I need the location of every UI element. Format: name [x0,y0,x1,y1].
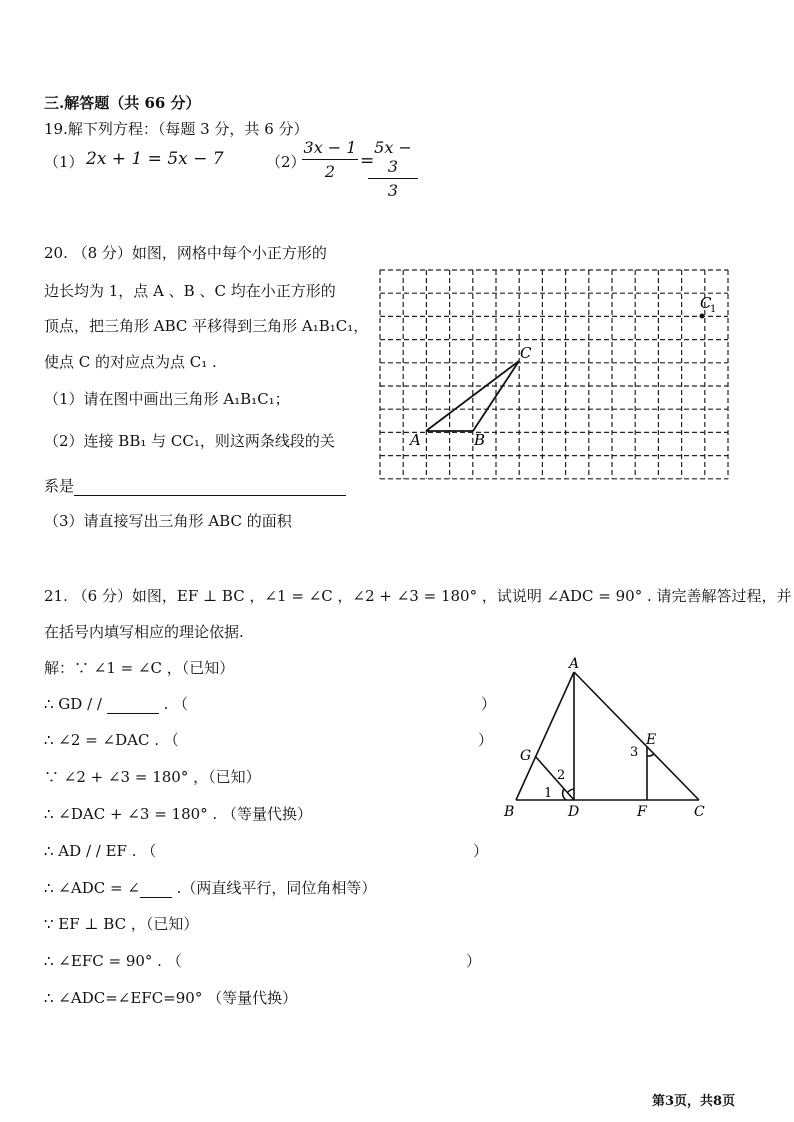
q21-step-6-paren-close: ） [473,842,489,860]
answer-blank[interactable] [140,883,172,898]
segment-bc [473,361,519,431]
q21-step-1: 解：∵ ∠1 = ∠C ，（已知） [44,659,235,677]
q19-part2-label: （2） [266,153,306,171]
label-e: E [646,732,657,748]
label-c: C [520,344,532,362]
section-title: 三.解答题（共 66 分） [44,94,201,112]
step-text: ∴ ∠ADC = ∠ [44,879,140,897]
q19-part2-left-fraction [302,138,358,181]
q21-step-4: ∵ ∠2 + ∠3 = 180° ，（已知） [44,768,261,786]
step-text: ∴ GD / / [44,695,102,713]
q19-title: 19.解下列方程：（每题 3 分，共 6 分） [44,120,309,138]
label-g: G [520,748,532,764]
fraction-numerator: 5x − 3 [374,138,412,176]
q21-step-3-paren-close: ） [478,731,494,749]
label-b: B [474,431,486,449]
q20-sub2-relation-label [44,475,346,496]
q21-step-10: ∴ ∠ADC=∠EFC=90° （等量代换） [44,989,298,1007]
q21-step-9-paren-close: ） [466,952,482,970]
label-d: D [568,804,580,820]
q19-part1-equation: 2x + 1 = 5x − 7 [86,149,224,169]
point-c1 [700,314,705,319]
label-f: F [637,804,647,820]
page-footer: 第3页，共8页 [652,1094,736,1109]
q21-step-2 [44,693,188,714]
label-a: A [569,656,580,672]
dashed-grid [380,270,728,479]
label-b: B [504,804,515,820]
q21-step-8: ∵ EF ⊥ BC ，（已知） [44,915,199,933]
label-angle-1: 1 [544,786,553,801]
fraction-denominator: 3 [387,181,399,200]
answer-blank[interactable] [107,699,159,714]
angle-2-arc [568,789,574,792]
q20-line3: 顶点，把三角形 ABC 平移得到三角形 A₁B₁C₁， [44,317,369,335]
fraction-numerator: 3x − 1 [303,138,357,157]
q21-line2: 在括号内填写相应的理论依据. [44,623,244,641]
step-after: . （ [158,695,189,713]
q19-part2-equals: = [360,151,375,171]
q20-grid-figure [376,266,744,480]
q21-line1: 21. （6 分）如图，EF ⊥ BC ，∠1 = ∠C ，∠2 + ∠3 = 180° ，试说明 ∠ADC = 90° . 请完善解答过程，并 [44,587,792,605]
segment-gd [535,756,574,800]
label-c1: C [700,294,712,312]
q21-step-3: ∴ ∠2 = ∠DAC . （ [44,731,179,749]
label-a: A [410,431,421,449]
segment-ab [516,672,574,800]
segment-ac [426,361,519,431]
label-c1-subscript: 1 [710,304,717,315]
q20-line2: 边长均为 1，点 A 、B 、C 均在小正方形的 [44,282,336,300]
segment-ac [574,672,699,800]
q20-sub2: （2）连接 BB₁ 与 CC₁，则这两条线段的关 [44,432,335,450]
q20-line4: 使点 C 的对应点为点 C₁ . [44,353,217,371]
fraction-denominator: 2 [324,162,336,181]
q21-step-5: ∴ ∠DAC + ∠3 = 180° . （等量代换） [44,805,312,823]
q21-step-7 [44,877,376,898]
q20-sub3: （3）请直接写出三角形 ABC 的面积 [44,512,292,530]
q19-part2-right-fraction [368,138,418,200]
q21-step-9: ∴ ∠EFC = 90° . （ [44,952,182,970]
label-angle-2: 2 [557,768,566,783]
q20-line1: 20. （8 分）如图，网格中每个小正方形的 [44,244,327,262]
angle-3-arc [647,754,654,756]
label-angle-3: 3 [630,745,639,760]
q20-sub2-prefix: 系是 [44,477,75,495]
answer-blank[interactable] [74,481,346,496]
step-after: .（两直线平行，同位角相等） [171,879,377,897]
q21-triangle-figure [496,652,716,827]
q20-sub1: （1）请在图中画出三角形 A₁B₁C₁； [44,390,290,408]
q19-part1-label: （1） [44,153,84,171]
q21-step-6: ∴ AD / / EF . （ [44,842,157,860]
label-c: C [694,804,705,820]
q21-step-2-paren-close: ） [481,695,497,713]
